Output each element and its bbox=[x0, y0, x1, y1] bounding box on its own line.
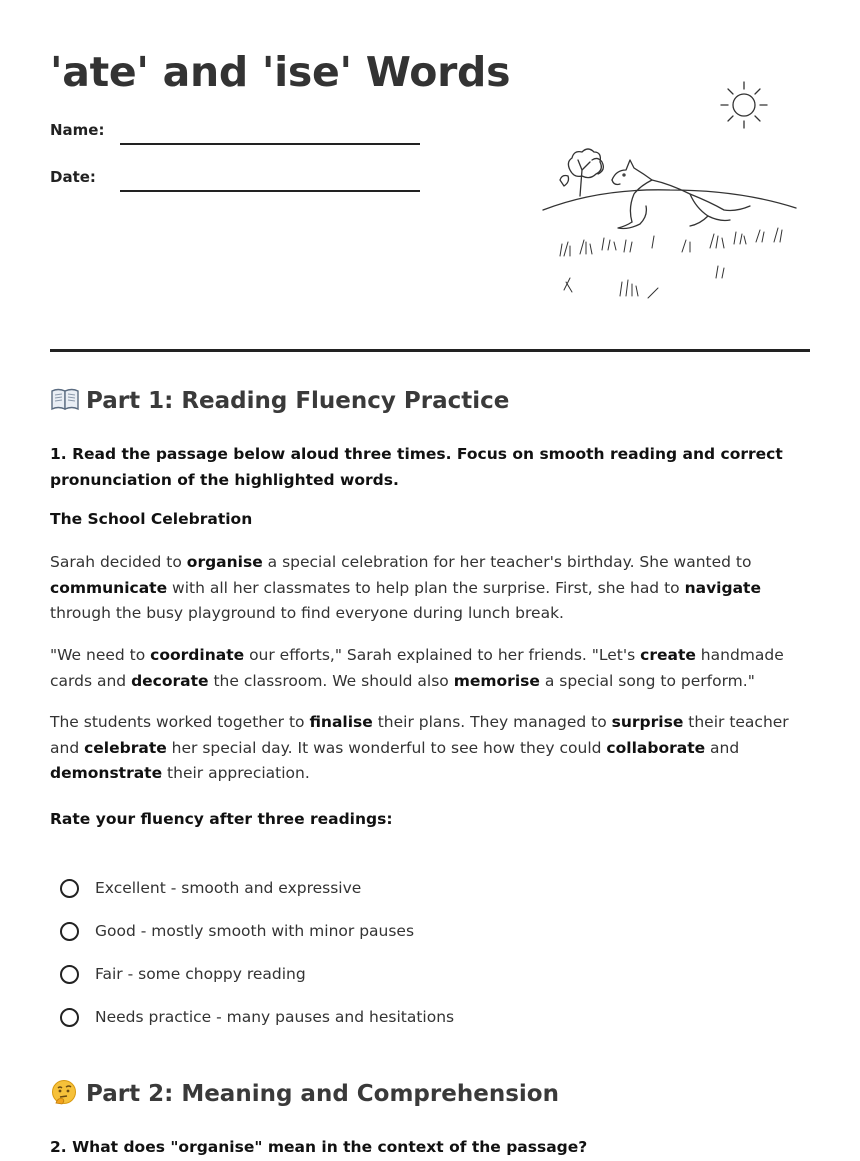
highlighted-word: surprise bbox=[611, 713, 684, 731]
passage-text: with all her classmates to help plan the surprise. First, she had to bbox=[167, 578, 685, 597]
highlighted-word: collaborate bbox=[606, 738, 706, 757]
grass-icon bbox=[560, 228, 782, 298]
thinking-face-emoji-icon bbox=[50, 1079, 80, 1105]
highlighted-word: finalise bbox=[309, 713, 373, 731]
radio-button[interactable] bbox=[60, 922, 79, 941]
passage-text: through the busy playground to find everyone during lunch break. bbox=[50, 604, 564, 623]
passage-text: The students worked together to bbox=[50, 713, 310, 731]
rating-option-label: Fair - some choppy reading bbox=[95, 965, 306, 983]
passage-text: Sarah decided to bbox=[50, 553, 187, 571]
radio-button[interactable] bbox=[60, 1008, 79, 1027]
highlighted-word: create bbox=[640, 646, 696, 664]
part2-heading bbox=[50, 1079, 559, 1107]
kangaroo-icon bbox=[612, 160, 750, 229]
highlighted-word: celebrate bbox=[84, 738, 167, 757]
highlighted-word: coordinate bbox=[150, 646, 245, 664]
passage-text: a special celebration for her teacher's birthday. She wanted to bbox=[262, 553, 752, 571]
rating-prompt: Rate your fluency after three readings: bbox=[50, 810, 393, 828]
kangaroo-landscape-icon bbox=[540, 78, 800, 303]
rating-option-label: Needs practice - many pauses and hesitations bbox=[95, 1008, 455, 1026]
radio-button[interactable] bbox=[60, 965, 79, 984]
passage-paragraph bbox=[50, 710, 812, 787]
passage-text: the classroom. We should also bbox=[208, 671, 454, 690]
highlighted-word: communicate bbox=[50, 578, 168, 597]
passage-text: our efforts," Sarah explained to her friends. "Let's bbox=[244, 646, 641, 664]
date-input-line[interactable] bbox=[120, 190, 420, 192]
highlighted-word: navigate bbox=[684, 578, 761, 597]
passage-text: her special day. It was wonderful to see how they could bbox=[166, 738, 607, 757]
header-divider bbox=[50, 349, 810, 352]
question-2: 2. What does "organise" mean in the context of the passage? bbox=[50, 1138, 588, 1156]
passage-text: a special song to perform." bbox=[539, 671, 755, 690]
passage-paragraph bbox=[50, 550, 812, 627]
passage-text: "We need to bbox=[50, 646, 151, 664]
passage-text: handmade cards and bbox=[50, 646, 784, 690]
question-1: 1. Read the passage below aloud three times. Focus on smooth reading and correct pronunciation of the highlighted words. bbox=[50, 445, 783, 489]
passage-text: their appreciation. bbox=[162, 764, 310, 783]
passage-paragraph bbox=[50, 643, 812, 694]
rating-option-good[interactable] bbox=[60, 918, 414, 944]
rating-option-needs-practice[interactable] bbox=[60, 1004, 454, 1030]
rating-option-excellent[interactable] bbox=[60, 875, 361, 901]
passage-title: The School Celebration bbox=[50, 510, 253, 528]
part1-heading bbox=[50, 386, 509, 414]
part1-heading-text: Part 1: Reading Fluency Practice bbox=[86, 388, 510, 414]
highlighted-word: demonstrate bbox=[50, 764, 163, 783]
rating-option-label: Good - mostly smooth with minor pauses bbox=[95, 922, 415, 940]
tree-icon bbox=[560, 149, 603, 196]
rating-option-label: Excellent - smooth and expressive bbox=[95, 879, 362, 897]
passage-text: and bbox=[705, 738, 740, 757]
passage-text: their teacher and bbox=[50, 713, 789, 757]
highlighted-word: memorise bbox=[453, 671, 540, 690]
worksheet-title: 'ate' and 'ise' Words bbox=[50, 48, 511, 96]
radio-button[interactable] bbox=[60, 879, 79, 898]
open-book-emoji-icon bbox=[50, 386, 80, 412]
passage-text: their plans. They managed to bbox=[372, 713, 612, 731]
sun-icon bbox=[721, 82, 767, 128]
rating-option-fair[interactable] bbox=[60, 961, 306, 987]
name-label: Name: bbox=[50, 121, 105, 139]
date-label: Date: bbox=[50, 168, 96, 186]
name-input-line[interactable] bbox=[120, 143, 420, 145]
highlighted-word: decorate bbox=[131, 671, 209, 690]
highlighted-word: organise bbox=[186, 553, 263, 571]
part2-heading-text: Part 2: Meaning and Comprehension bbox=[86, 1081, 559, 1107]
